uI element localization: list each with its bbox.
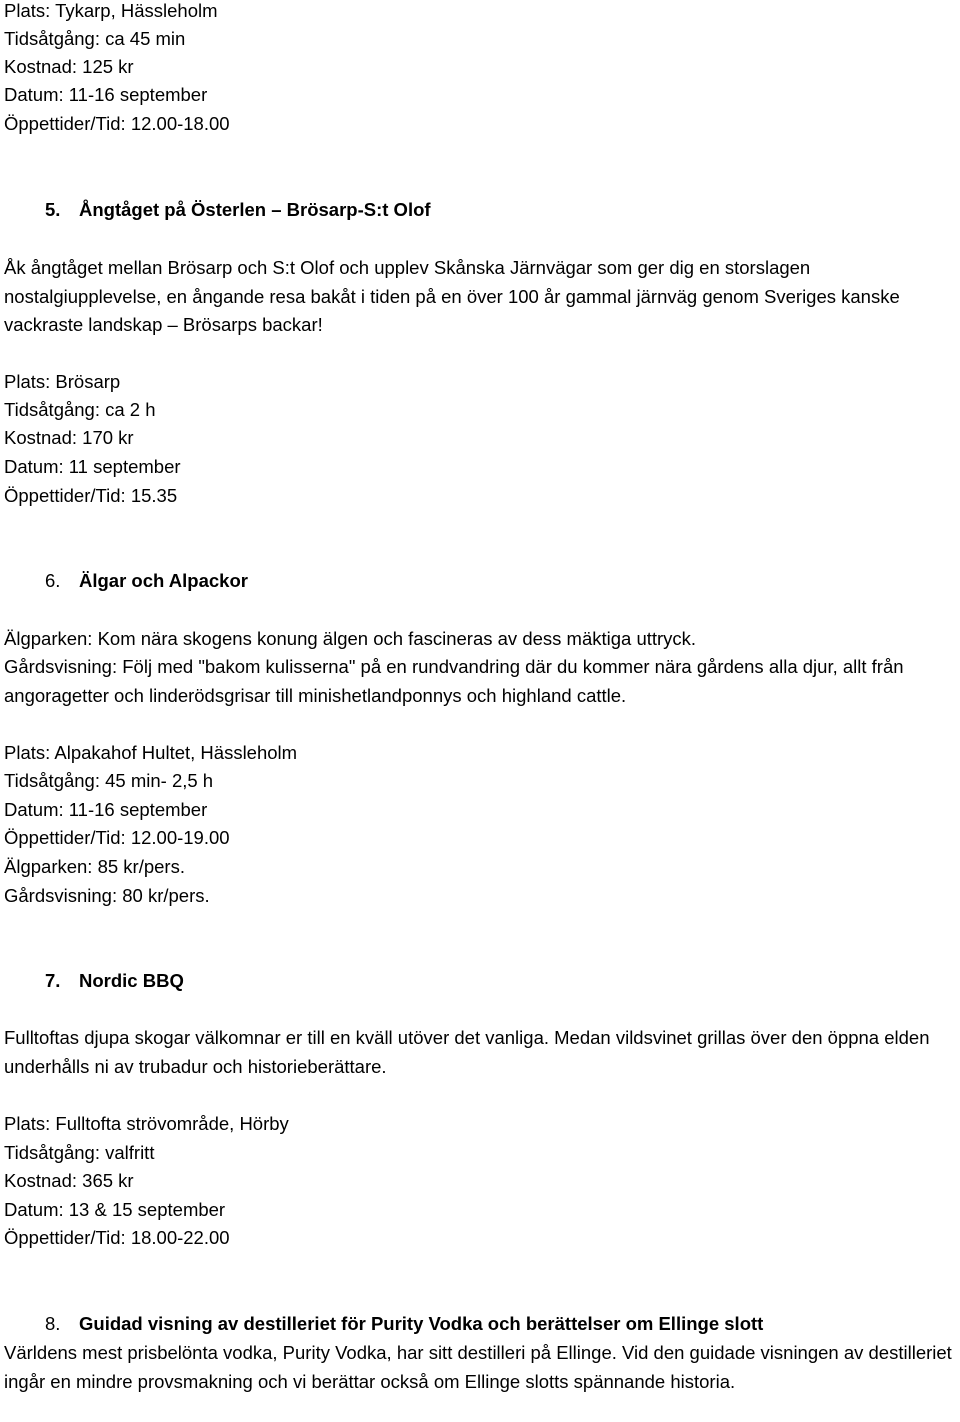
- section6-title: Älgar och Alpackor: [79, 570, 248, 591]
- section6-price-farm: Gårdsvisning: 80 kr/pers.: [4, 885, 210, 906]
- section6-line1: Älgparken: Kom nära skogens konung älgen och fascineras av dess mäktiga uttryck.: [4, 628, 697, 649]
- section6-place: Plats: Alpakahof Hultet, Hässleholm: [4, 742, 298, 763]
- section7-place: Plats: Fulltofta strövområde, Hörby: [4, 1113, 289, 1134]
- section8-description: Världens mest prisbelönta vodka, Purity Vodka, har sitt destilleri på Ellinge. Vid den guidade visningen av destilleriet ingår en mindre provsmakning och vi berättar också om Ellinge slotts spännande historia.: [4, 1342, 952, 1392]
- section8-title: Guidad visning av destilleriet för Purity Vodka och berättelser om Ellinge slott: [79, 1313, 764, 1334]
- section6-heading: [45, 567, 248, 595]
- section6-duration: Tidsåtgång: 45 min- 2,5 h: [4, 770, 214, 791]
- section7-number: 7.: [45, 970, 61, 991]
- section5-date: Datum: 11 september: [4, 456, 181, 477]
- section7-title: Nordic BBQ: [79, 970, 184, 991]
- section7-description: Fulltoftas djupa skogar välkomnar er till en kväll utöver det vanliga. Medan vildsvinet grillas över den öppna elden underhålls ni av trubadur och historieberättare.: [4, 1027, 930, 1077]
- section5-heading: [45, 196, 431, 224]
- section8-heading: [45, 1310, 763, 1338]
- section6-line2: Gårdsvisning: Följ med "bakom kulisserna" på en rundvandring där du kommer nära gårdens alla djur, allt från angoragetter och linderödsgrisar till minishetlandponnys och highland cattle.: [4, 656, 904, 706]
- section7-duration: Tidsåtgång: valfritt: [4, 1142, 155, 1163]
- top-hours: Öppettider/Tid: 12.00-18.00: [4, 113, 230, 134]
- top-place: Plats: Tykarp, Hässleholm: [4, 0, 218, 21]
- top-cost: Kostnad: 125 kr: [4, 56, 134, 77]
- section8-number: 8.: [45, 1313, 61, 1334]
- top-duration: Tidsåtgång: ca 45 min: [4, 28, 186, 49]
- section7-hours: Öppettider/Tid: 18.00-22.00: [4, 1227, 230, 1248]
- section6-number: 6.: [45, 570, 61, 591]
- section6-date: Datum: 11-16 september: [4, 799, 208, 820]
- section5-duration: Tidsåtgång: ca 2 h: [4, 399, 156, 420]
- section5-place: Plats: Brösarp: [4, 371, 121, 392]
- section5-number: 5.: [45, 199, 61, 220]
- section5-title: Ångtåget på Österlen – Brösarp-S:t Olof: [79, 199, 431, 220]
- section5-hours: Öppettider/Tid: 15.35: [4, 485, 178, 506]
- section5-cost: Kostnad: 170 kr: [4, 427, 134, 448]
- section7-cost: Kostnad: 365 kr: [4, 1170, 134, 1191]
- section5-description: Åk ångtåget mellan Brösarp och S:t Olof och upplev Skånska Järnvägar som ger dig en storslagen nostalgiupplevelse, en ångande resa bakåt i tiden på en över 100 år gammal järnväg genom Sveriges kanske vackraste landskap – Brösarps backar!: [4, 257, 900, 336]
- section7-date: Datum: 13 & 15 september: [4, 1199, 226, 1220]
- top-date: Datum: 11-16 september: [4, 84, 208, 105]
- section6-price-elk: Älgparken: 85 kr/pers.: [4, 856, 185, 877]
- section6-hours: Öppettider/Tid: 12.00-19.00: [4, 827, 230, 848]
- section7-heading: [45, 967, 184, 995]
